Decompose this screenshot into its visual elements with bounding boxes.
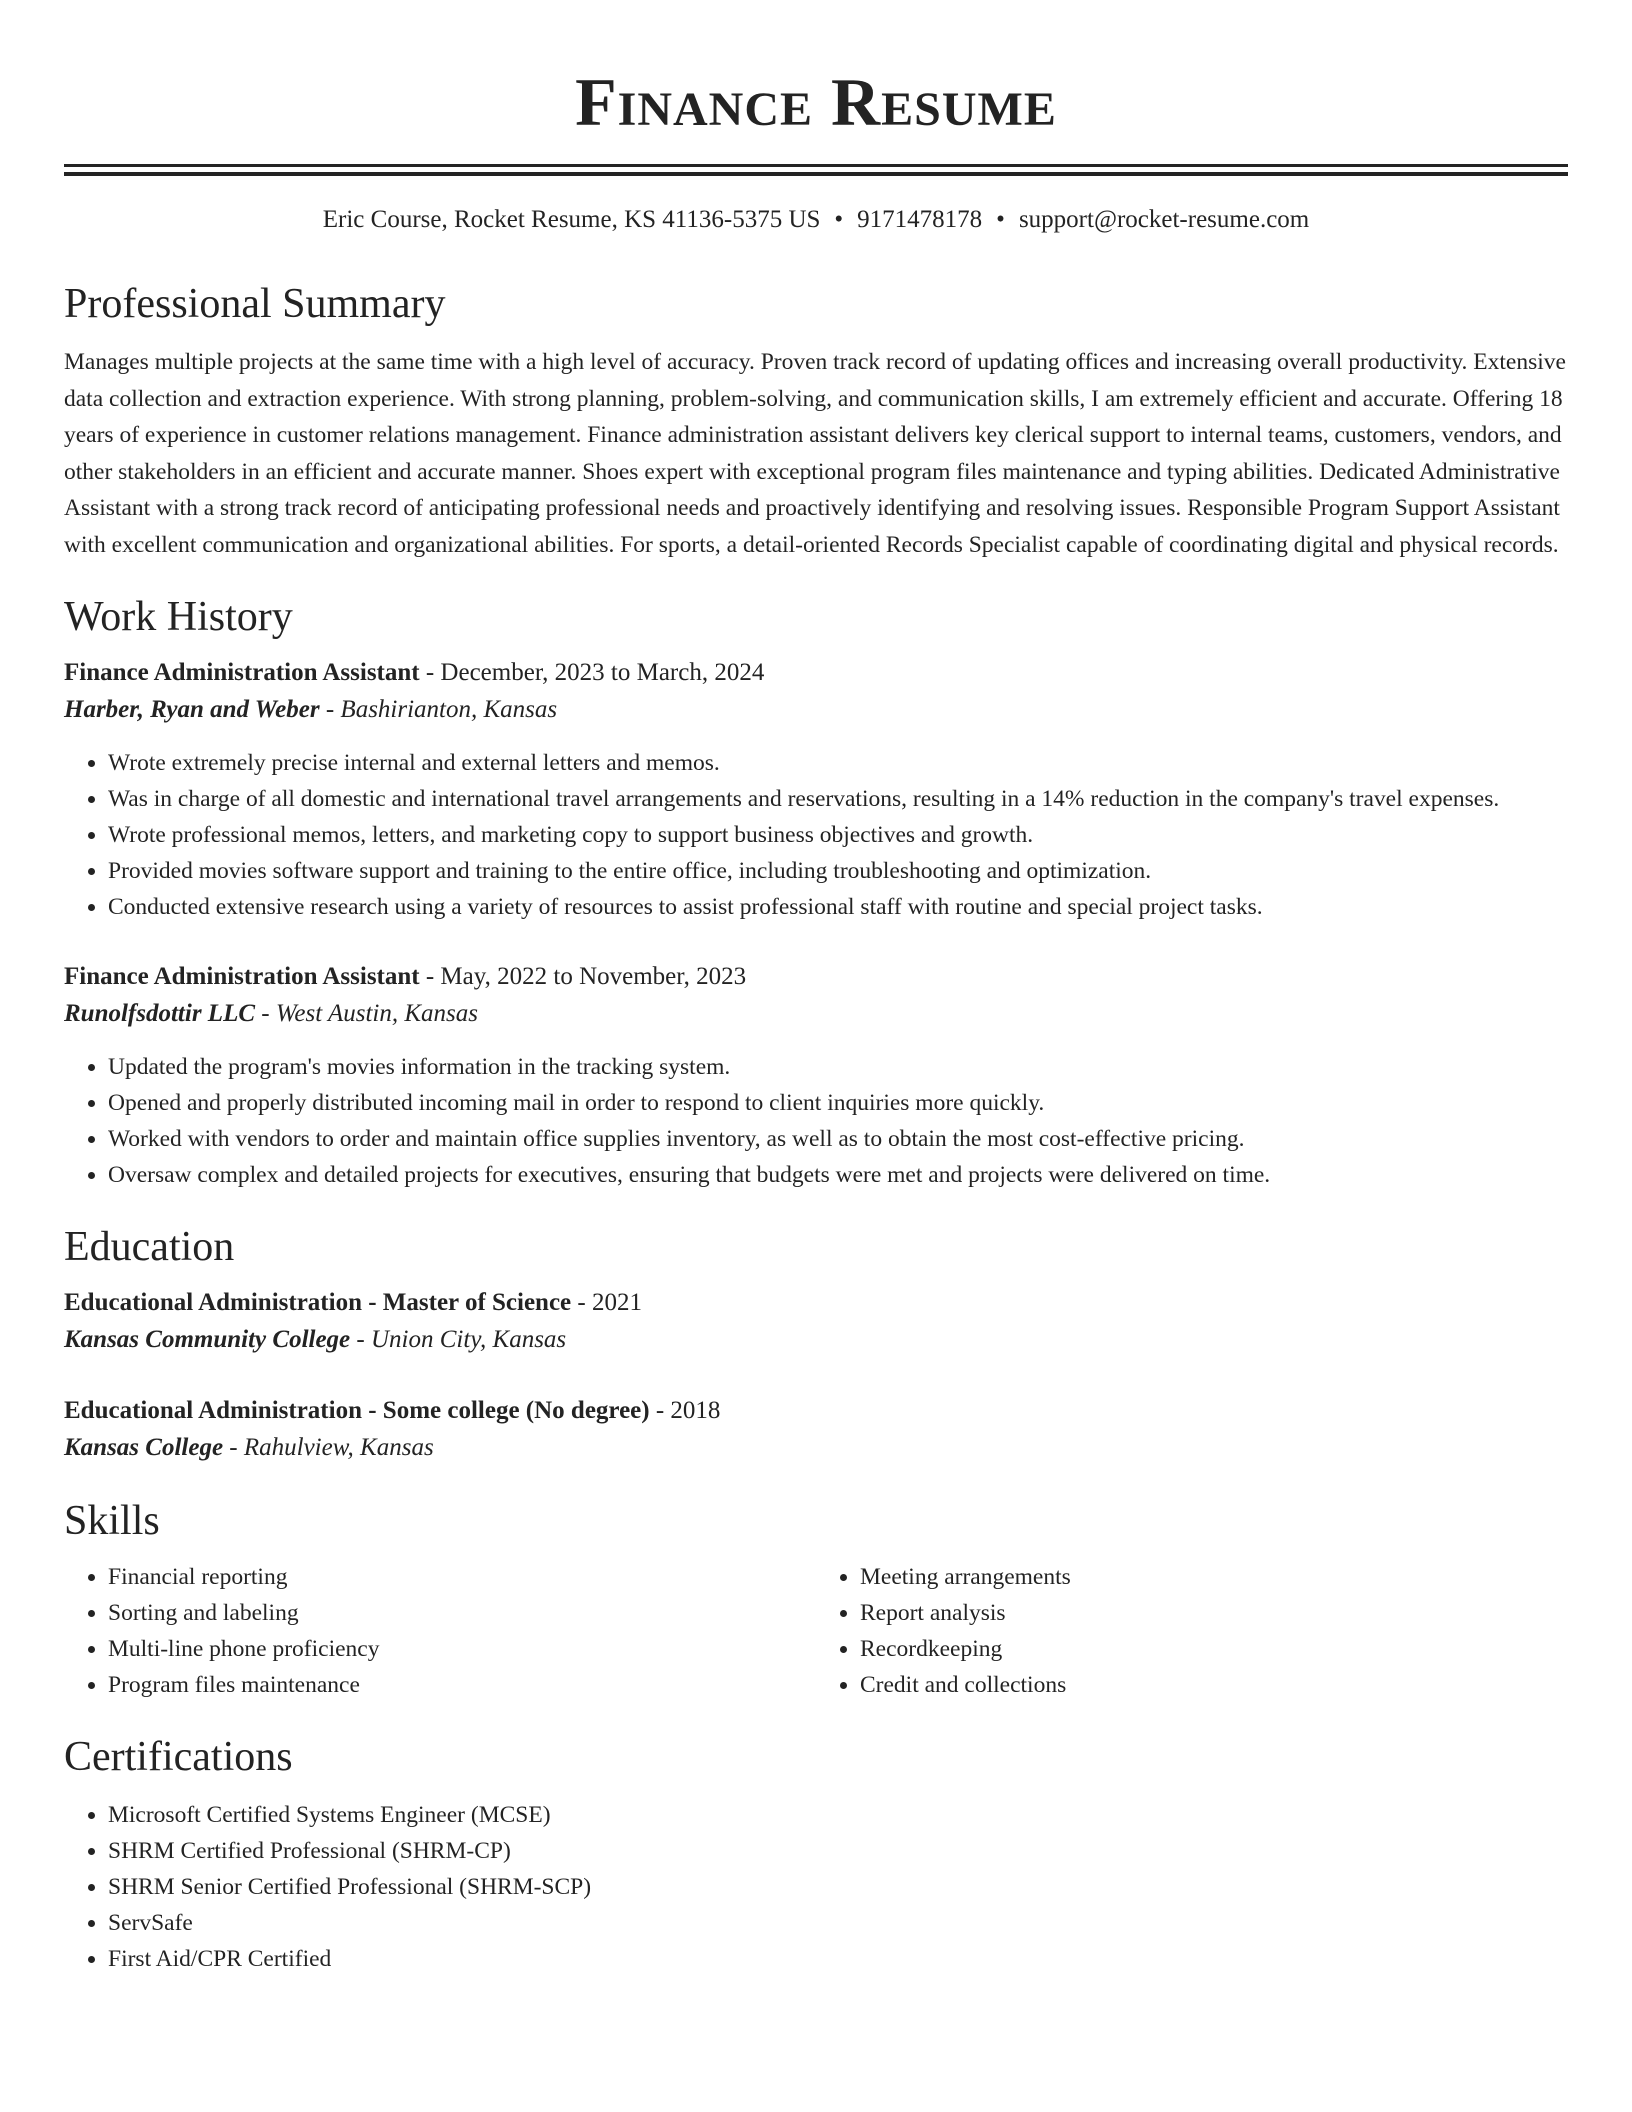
education-entry [64,1393,1568,1467]
certification-item: • Microsoft Certified Systems Engineer (MCSE) [108,1797,1568,1833]
certification-item: • SHRM Senior Certified Professional (SHRM-SCP) [108,1869,1568,1905]
certifications-heading: Certifications [64,1734,293,1780]
work-history-heading: Work History [64,594,293,640]
certification-item: • ServSafe [108,1905,1568,1941]
title-divider [64,164,1568,176]
job-entry [64,655,1568,925]
job-company: Runolfsdottir LLC [64,1000,256,1027]
job-bullet: • Updated the program's movies information in the tracking system. [108,1049,1568,1085]
education-entry [64,1285,1568,1359]
job-dates: - May, 2022 to November, 2023 [419,963,747,990]
skills-heading: Skills [64,1498,160,1544]
skill-item: • Credit and collections [860,1667,1568,1703]
contact-separator: • [996,206,1005,233]
skill-item: • Program files maintenance [108,1667,816,1703]
job-location: - Bashirianton, Kansas [319,696,558,723]
skill-item: • Recordkeeping [860,1631,1568,1667]
job-bullet: • Provided movies software support and training to the entire office, including troubleshooting and optimization. [108,853,1568,889]
education-location: - Union City, Kansas [350,1326,567,1353]
contact-address: Eric Course, Rocket Resume, KS 41136-5375 US [322,206,821,233]
contact-separator: • [834,206,844,233]
job-bullets [64,1049,1568,1193]
summary-text: Manages multiple projects at the same time with a high level of accuracy. Proven track record of updating offices and increasing overall productivity. Extensive data collection and extraction experience. With strong planning, problem-solving, and communication skills, I am extremely efficient and accurate. Offering 18 years of experience in customer relations management. Finance administration assistant delivers key clerical support to internal teams, customers, vendors, and other stakeholders in an efficient and accurate manner. Shoes expert with exceptional program files maintenance and typing abilities. Dedicated Administrative Assistant with a strong track record of anticipating professional needs and proactively identifying and resolving issues. Responsible Program Support Assistant with excellent communication and organizational abilities. For sports, a detail-oriented Records Specialist capable of coordinating digital and physical records. [64,349,1566,558]
job-bullet: • Wrote professional memos, letters, and marketing copy to support business objectives and growth. [108,817,1568,853]
certifications-list [64,1797,1568,1977]
certification-item: • SHRM Certified Professional (SHRM-CP) [108,1833,1568,1869]
resume-page [64,0,1568,1977]
education-year: - 2021 [571,1289,642,1316]
skill-item: • Multi-line phone proficiency [108,1631,816,1667]
job-company-line [64,691,1568,729]
job-bullet: • Wrote extremely precise internal and external letters and memos. [108,745,1568,781]
education-location: - Rahulview, Kansas [223,1434,434,1461]
education-heading: Education [64,1224,235,1270]
summary-heading: Professional Summary [64,281,446,327]
skills-list-left [64,1559,816,1703]
education-school: Kansas Community College [64,1326,351,1353]
contact-line [64,204,1568,236]
job-entry [64,959,1568,1193]
education-school-line [64,1321,1568,1359]
skill-item: • Financial reporting [108,1559,816,1595]
education-degree-line [64,1393,1568,1429]
job-bullet: • Opened and properly distributed incoming mail in order to respond to client inquiries more quickly. [108,1085,1568,1121]
skill-item: • Meeting arrangements [860,1559,1568,1595]
education-year: - 2018 [649,1397,721,1424]
job-location: - West Austin, Kansas [255,1000,478,1027]
job-bullet: • Oversaw complex and detailed projects for executives, ensuring that budgets were met and projects were delivered on time. [108,1157,1568,1193]
skill-item: • Report analysis [860,1595,1568,1631]
job-title: Finance Administration Assistant [64,659,420,686]
education-degree: Educational Administration - Master of Science [64,1289,572,1316]
education-degree: Educational Administration - Some college (No degree) [64,1397,650,1424]
job-bullets [64,745,1568,925]
job-title-line [64,959,1568,995]
skill-item: • Sorting and labeling [108,1595,816,1631]
job-bullet: • Was in charge of all domestic and international travel arrangements and reservations, resulting in a 14% reduction in the company's travel expenses. [108,781,1568,817]
skills-columns [64,1559,1568,1703]
job-bullet: • Worked with vendors to order and maintain office supplies inventory, as well as to obtain the most cost-effective pricing. [108,1121,1568,1157]
job-company-line [64,995,1568,1033]
job-title: Finance Administration Assistant [64,963,420,990]
job-dates: - December, 2023 to March, 2024 [419,659,765,686]
skills-list-right [816,1559,1568,1703]
education-degree-line [64,1285,1568,1321]
job-bullet: • Conducted extensive research using a variety of resources to assist professional staff with routine and special project tasks. [108,889,1568,925]
contact-phone: 9171478178 [857,206,983,233]
certification-item: • First Aid/CPR Certified [108,1941,1568,1977]
education-school: Kansas College [64,1434,224,1461]
contact-email: support@rocket-resume.com [1018,206,1310,233]
education-school-line [64,1429,1568,1467]
resume-title: Finance Resume [575,64,1057,140]
job-company: Harber, Ryan and Weber [64,696,320,723]
job-title-line [64,655,1568,691]
